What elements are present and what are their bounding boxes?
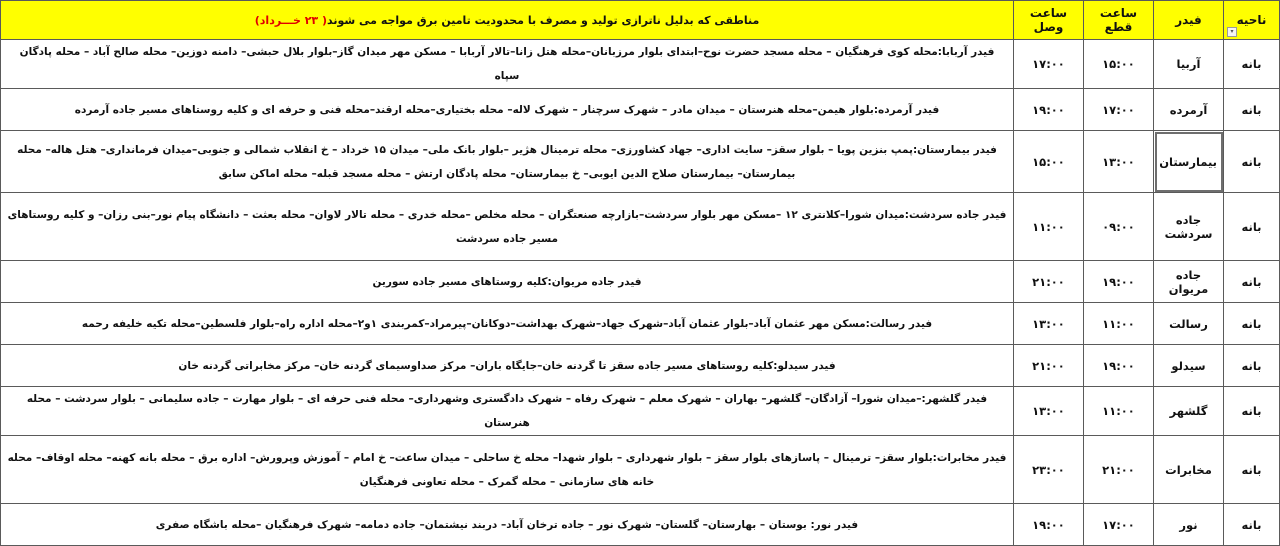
cell-cut-time[interactable]: ۱۹:۰۰ (1084, 261, 1154, 303)
cell-areas[interactable]: فیدر گلشهر:–میدان شورا– آزادگان– گلشهر– بهاران – شهرک معلم – شهرک رفاه – شهرک دادگستری وشهرداری– محله فنی حرفه ای – بلوار مهارت – جاده سلیمانی – بلوار سردشت – محله هنرستان (1, 387, 1014, 436)
header-region-label: ناحیه (1236, 13, 1267, 27)
cell-region[interactable]: بانه (1224, 261, 1280, 303)
cell-feeder[interactable]: جاده سردشت (1154, 193, 1224, 261)
cell-cut-time[interactable]: ۱۷:۰۰ (1084, 504, 1154, 546)
cell-areas[interactable]: فیدر جاده مریوان:کلیه روستاهای مسیر جاده سورین (1, 261, 1014, 303)
cell-region[interactable]: بانه (1224, 89, 1280, 131)
cell-feeder[interactable]: آربیا (1154, 40, 1224, 89)
cell-cut-time[interactable]: ۱۱:۰۰ (1084, 303, 1154, 345)
cell-region[interactable]: بانه (1224, 193, 1280, 261)
cell-connect-time[interactable]: ۲۱:۰۰ (1014, 261, 1084, 303)
table-row (1, 261, 1280, 303)
cell-feeder[interactable]: نور (1154, 504, 1224, 546)
table-row (1, 345, 1280, 387)
cell-region[interactable]: بانه (1224, 131, 1280, 193)
cell-areas[interactable]: فیدر جاده سردشت:میدان شورا–کلانتری ۱۲ –مسکن مهر بلوار سردشت–بازارچه صنعتگران – محله مخلص –محله خدری – محله تالار لاوان– محله بعثت – دانشگاه پیام نور–بنی رزان– و کلیه روستاهای مسیر جاده سردشت (1, 193, 1014, 261)
cell-feeder[interactable]: جاده مریوان (1154, 261, 1224, 303)
cell-region[interactable]: بانه (1224, 387, 1280, 436)
cell-areas[interactable]: فیدر نور: بوستان – بهارستان– گلستان– شهرک نور – جاده ترخان آباد– دربند نیشتمان– جاده دمامه– شهرک فرهنگیان –محله باشگاه صفری (1, 504, 1014, 546)
cell-connect-time[interactable]: ۱۳:۰۰ (1014, 303, 1084, 345)
header-areas-title: مناطقی که بدلیل ناترازی تولید و مصرف با محدودیت تامین برق مواجه می شوند (327, 13, 760, 27)
cell-cut-time[interactable]: ۱۷:۰۰ (1084, 89, 1154, 131)
table-row (1, 303, 1280, 345)
cell-cut-time[interactable]: ۰۹:۰۰ (1084, 193, 1154, 261)
cell-feeder[interactable]: گلشهر (1154, 387, 1224, 436)
table-row (1, 40, 1280, 89)
cell-region[interactable]: بانه (1224, 345, 1280, 387)
cell-cut-time[interactable]: ۱۳:۰۰ (1084, 131, 1154, 193)
cell-connect-time[interactable]: ۱۹:۰۰ (1014, 504, 1084, 546)
cell-connect-time[interactable]: ۲۳:۰۰ (1014, 436, 1084, 504)
cell-region[interactable]: بانه (1224, 303, 1280, 345)
table-row (1, 89, 1280, 131)
cell-connect-time[interactable]: ۱۵:۰۰ (1014, 131, 1084, 193)
header-feeder[interactable]: فیدر (1154, 1, 1224, 40)
cell-feeder[interactable]: مخابرات (1154, 436, 1224, 504)
cell-areas[interactable]: فیدر بیمارستان:پمپ بنزین پویا – بلوار سقز– سایت اداری– جهاد کشاورزی– محله ترمینال هژیر –بلوار بانک ملی– میدان ۱۵ خرداد – خ انقلاب شمالی و جنوبی–میدان فرمانداری– هتل هاله– محله بیمارستان– بیمارستان صلاح الدین ایوبی– خ بیمارستان– محله پادگان ارتش – محله مسجد قبله– محله اماکن سابق (1, 131, 1014, 193)
cell-cut-time[interactable]: ۱۵:۰۰ (1084, 40, 1154, 89)
table-row (1, 436, 1280, 504)
cell-areas[interactable]: فیدر آربابا:محله کوی فرهنگیان – محله مسجد حضرت نوح–ابتدای بلوار مرزبانان–محله هتل زانا–تالار آربابا – مسکن مهر میدان گاز–بلوار بلال حبشی– دامنه دوزین– محله صالح آباد – محله پادگان سپاه (1, 40, 1014, 89)
cell-cut-time[interactable]: ۱۹:۰۰ (1084, 345, 1154, 387)
cell-connect-time[interactable]: ۲۱:۰۰ (1014, 345, 1084, 387)
header-areas-date: ( ۲۳ خـــرداد) (254, 13, 328, 27)
cell-region[interactable]: بانه (1224, 436, 1280, 504)
cell-connect-time[interactable]: ۱۳:۰۰ (1014, 387, 1084, 436)
cell-connect-time[interactable]: ۱۷:۰۰ (1014, 40, 1084, 89)
header-row (1, 1, 1280, 40)
cell-areas[interactable]: فیدر مخابرات:بلوار سقز– ترمینال – پاسازهای بلوار سقز – بلوار شهرداری – بلوار شهدا– محله خ ساحلی – میدان ساعت– خ امام – آموزش وپرورش– اداره برق – محله بانه کهنه– محله اوقاف– محله خانه های سازمانی – محله گمرک – محله تعاونی فرهنگیان (1, 436, 1014, 504)
header-areas[interactable] (1, 1, 1014, 40)
cell-areas[interactable]: فیدر آرمرده:بلوار هیمن–محله هنرستان – میدان مادر – شهرک سرچنار – شهرک لاله– محله بختیاری–محله ارقند–محله فنی و حرفه ای و کلیه روستاهای مسیر جاده آرمرده (1, 89, 1014, 131)
table-row (1, 131, 1280, 193)
cell-region[interactable]: بانه (1224, 40, 1280, 89)
cell-feeder[interactable]: رسالت (1154, 303, 1224, 345)
cell-connect-time[interactable]: ۱۹:۰۰ (1014, 89, 1084, 131)
filter-dropdown-icon[interactable]: ▾ (1227, 27, 1237, 37)
table-row (1, 193, 1280, 261)
cell-areas[interactable]: فیدر رسالت:مسکن مهر عثمان آباد–بلوار عثمان آباد–شهرک جهاد–شهرک بهداشت–دوکانان–پیرمراد–کمربندی ۱و۲–محله اداره راه–بلوار فلسطین–محله تکیه خلیفه رحمه (1, 303, 1014, 345)
table-row (1, 387, 1280, 436)
header-cut-time[interactable]: ساعت قطع (1084, 1, 1154, 40)
cell-region[interactable]: بانه (1224, 504, 1280, 546)
cell-feeder[interactable]: سیدلو (1154, 345, 1224, 387)
cell-feeder-selected[interactable]: بیمارستان (1154, 131, 1224, 193)
table-row (1, 504, 1280, 546)
header-connect-time[interactable]: ساعت وصل (1014, 1, 1084, 40)
cell-feeder[interactable]: آرمرده (1154, 89, 1224, 131)
cell-connect-time[interactable]: ۱۱:۰۰ (1014, 193, 1084, 261)
cell-cut-time[interactable]: ۲۱:۰۰ (1084, 436, 1154, 504)
cell-areas[interactable]: فیدر سیدلو:کلیه روستاهای مسیر جاده سقز تا گردنه خان–جایگاه باران– مرکز صداوسیمای گردنه خان– مرکز مخابراتی گردنه خان (1, 345, 1014, 387)
cell-cut-time[interactable]: ۱۱:۰۰ (1084, 387, 1154, 436)
header-region[interactable] (1224, 1, 1280, 40)
